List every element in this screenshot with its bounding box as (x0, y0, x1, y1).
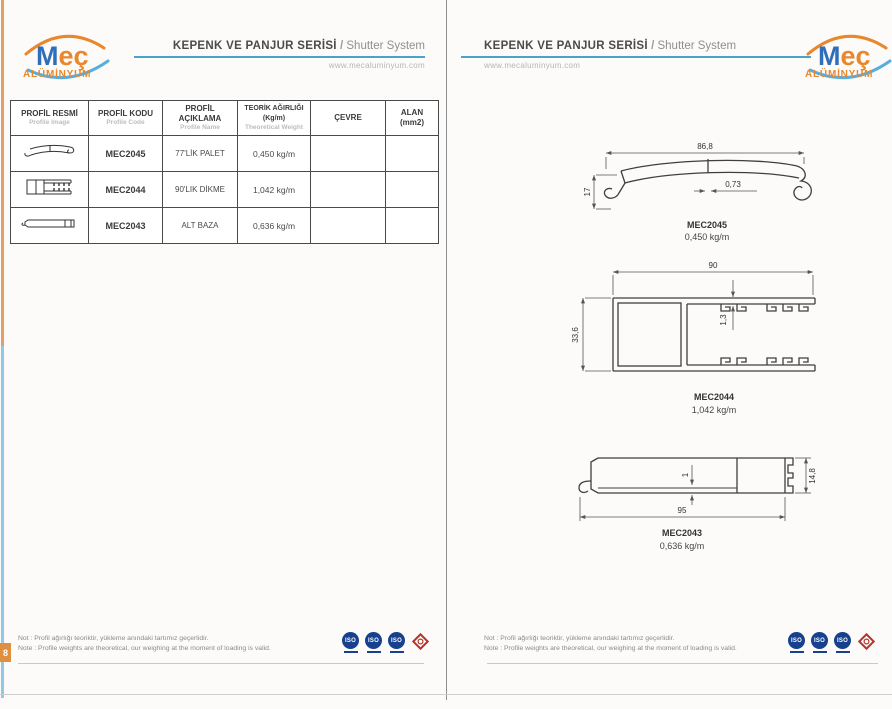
profile-name: 90'LIK DİKME (163, 172, 238, 208)
certification-badges (342, 632, 430, 653)
footer-notes (484, 634, 737, 654)
page-header (134, 40, 425, 70)
logo-subtext: ALÜMİNYUM (23, 69, 92, 80)
profile-code: MEC2045 (89, 136, 163, 172)
table-row (11, 172, 439, 208)
drawing-code-label: MEC2043 (661, 528, 703, 538)
page-title: KEPENK VE PANJUR SERİSİ / Shutter System (172, 40, 425, 52)
footer-notes (18, 634, 271, 654)
profile-code: MEC2044 (89, 172, 163, 208)
technical-drawing-mec2044 (571, 258, 836, 418)
dim-thickness-label: 0,73 (725, 180, 741, 189)
diamond-cert-icon (857, 632, 876, 651)
footer-rule (487, 663, 878, 664)
page-title: KEPENK VE PANJUR SERİSİ / Shutter System (484, 40, 737, 52)
dim-height-label: 33,6 (571, 327, 580, 343)
iso-badge: ISO (365, 632, 382, 653)
note-turkish: Not : Profil ağırlığı teoriktir, yükleme anındaki tartımız geçerlidir. (18, 635, 209, 642)
technical-drawing-mec2045 (561, 133, 846, 245)
dim-width-label: 95 (677, 506, 687, 515)
col-header-profil-aciklama: PROFİL AÇIKLAMA Profile Name (163, 101, 238, 136)
dim-height-label: 17 (583, 187, 592, 197)
cevre-cell (311, 172, 386, 208)
page-header (484, 40, 811, 70)
table-row (11, 208, 439, 244)
alan-cell (386, 208, 439, 244)
iso-badge: ISO (834, 632, 851, 653)
profile-thumbnail-mec2045 (21, 140, 79, 162)
iso-badge: ISO (788, 632, 805, 653)
drawing-code-label: MEC2044 (693, 392, 735, 402)
footer-rule (18, 663, 424, 664)
iso-badge: ISO (342, 632, 359, 653)
col-header-teorik-agirligi: TEORİK AĞIRLIĞI (Kg/m) Theoretical Weight (238, 101, 311, 136)
profile-code: MEC2043 (89, 208, 163, 244)
profile-image-cell (11, 208, 89, 244)
drawing-weight-label: 0,636 kg/m (659, 541, 705, 551)
bottom-rule (0, 694, 892, 695)
table-header-row (11, 101, 439, 136)
profile-outline (604, 159, 811, 200)
website-url: www.mecaluminyum.com (328, 61, 425, 70)
note-turkish: Not : Profil ağırlığı teoriktir, yükleme anındaki tartımız geçerlidir. (484, 635, 675, 642)
profile-thumbnail-mec2043 (19, 213, 81, 233)
profile-weight: 0,450 kg/m (238, 136, 311, 172)
diamond-cert-icon (411, 632, 430, 651)
logo-wordmark: Meç (36, 41, 89, 71)
cevre-cell (311, 136, 386, 172)
profile-weight: 0,636 kg/m (238, 208, 311, 244)
note-english: Note : Profile weights are theoretical, our weighing at the moment of loading is valid. (484, 645, 737, 652)
profile-outline (613, 298, 815, 371)
certification-badges (788, 632, 876, 653)
alan-cell (386, 172, 439, 208)
page-number-tab: 8 (0, 643, 11, 662)
dimension-lines (580, 458, 811, 521)
website-url: www.mecaluminyum.com (484, 61, 581, 70)
col-header-profil-resmi: PROFİL RESMİ Profile Image (11, 101, 89, 136)
table-row (11, 136, 439, 172)
profile-name: 77'LİK PALET (163, 136, 238, 172)
edge-strip-orange (1, 0, 4, 346)
dim-thickness-label: 1 (681, 472, 690, 478)
profile-name: ALT BAZA (163, 208, 238, 244)
header-rule (461, 56, 811, 58)
logo-wordmark: Meç (818, 41, 871, 71)
drawing-weight-label: 0,450 kg/m (684, 232, 730, 242)
header-rule (134, 56, 425, 58)
dim-width-label: 86,8 (697, 142, 713, 151)
col-header-alan: ALAN (mm2) (386, 101, 439, 136)
drawing-weight-label: 1,042 kg/m (691, 405, 737, 415)
col-header-profil-kodu: PROFİL KODU Profile Code (89, 101, 163, 136)
page-right (446, 0, 892, 709)
profile-image-cell (11, 136, 89, 172)
logo-subtext: ALÜMİNYUM (805, 69, 874, 80)
note-english: Note : Profile weights are theoretical, our weighing at the moment of loading is valid. (18, 645, 271, 652)
technical-drawing-mec2043 (558, 443, 863, 558)
brand-logo (798, 28, 892, 80)
alan-cell (386, 136, 439, 172)
page-gutter-divider (446, 0, 447, 700)
cevre-cell (311, 208, 386, 244)
iso-badge: ISO (388, 632, 405, 653)
profile-weight: 1,042 kg/m (238, 172, 311, 208)
drawing-code-label: MEC2045 (686, 220, 728, 230)
dim-thickness-label: 1,3 (719, 314, 728, 326)
dim-height-label: 14,8 (808, 468, 817, 484)
profile-spec-table (10, 100, 439, 244)
col-header-cevre: ÇEVRE (311, 101, 386, 136)
profile-image-cell (11, 172, 89, 208)
brand-logo (16, 28, 112, 80)
dim-width-label: 90 (708, 261, 718, 270)
profile-thumbnail-mec2044 (24, 175, 76, 199)
iso-badge: ISO (811, 632, 828, 653)
